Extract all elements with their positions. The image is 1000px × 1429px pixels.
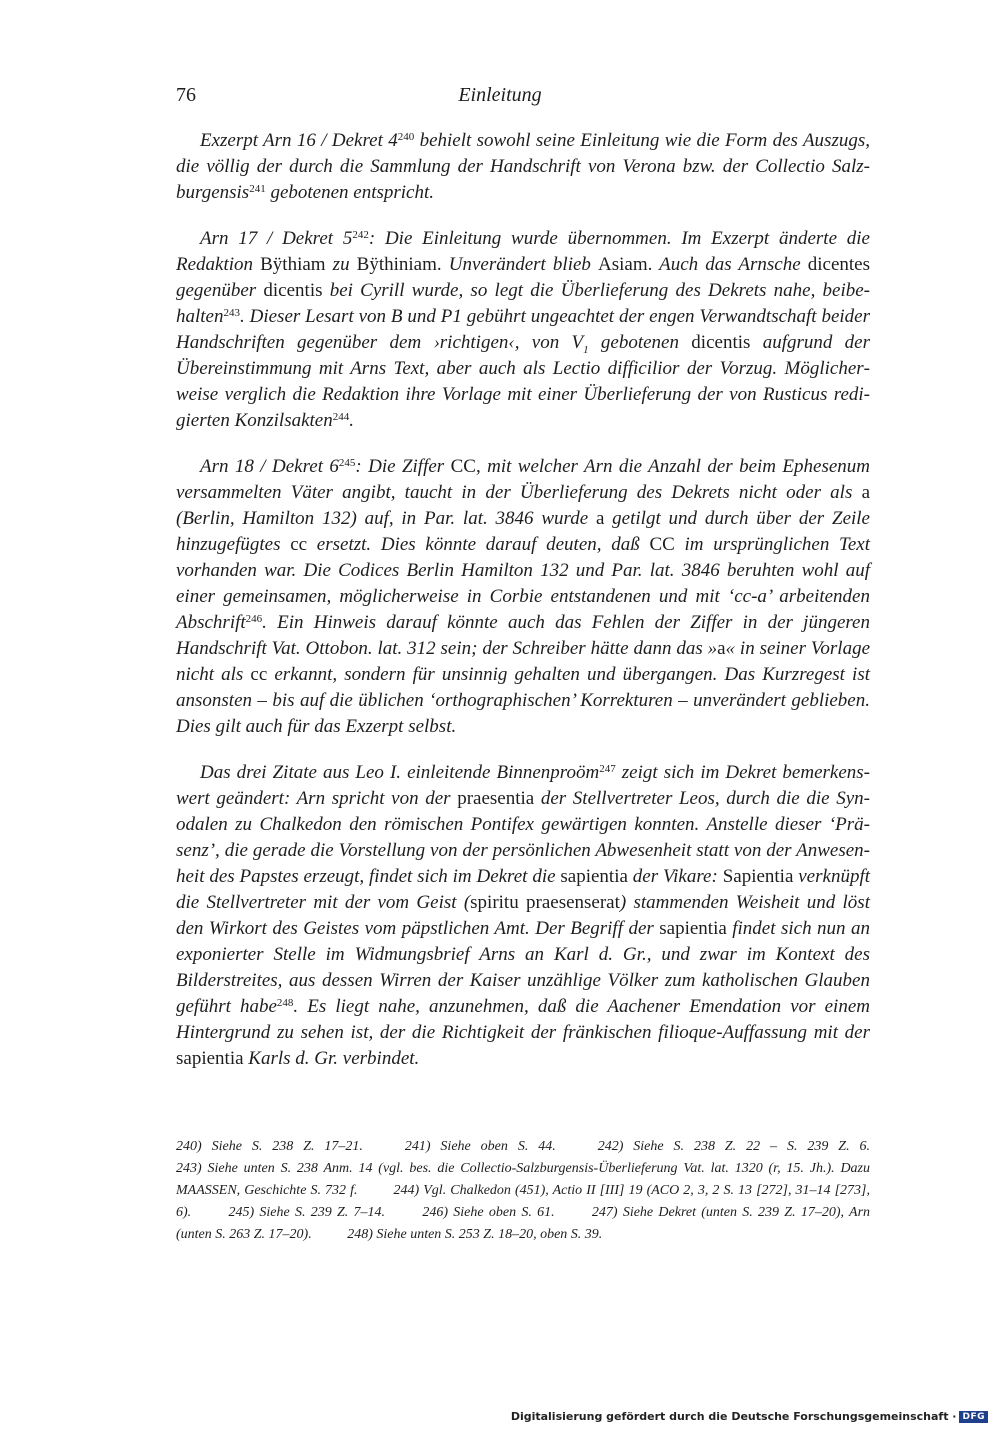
text-run: zu (325, 254, 357, 275)
text-run: Karls d. Gr. verbindet. (243, 1048, 420, 1069)
roman-term: a (595, 508, 605, 529)
text-run: Das drei Zitate aus Leo I. einleitende Binnenproöm (200, 762, 600, 783)
footnote-ref: 246 (245, 613, 263, 625)
footnote-245: 245) Siehe S. 239 Z. 7–14. (228, 1205, 386, 1220)
text-run: behielt sowohl seine Einleitung wie die Form des Auszugs, die völlig der durch die Sammlung der Handschrift von Verona bzw. der Collectio Salzburgensis (176, 130, 870, 203)
footnote-ref: 243 (223, 307, 240, 319)
roman-term: a (861, 482, 870, 503)
text-run: : Die Einleitung wurde übernommen. Im Exzerpt änderte die Redaktion (176, 228, 870, 275)
roman-term: dicentis (691, 332, 751, 353)
text-run: gebotenen entspricht. (265, 182, 435, 203)
paragraph (176, 128, 870, 206)
roman-term: CC (649, 534, 675, 555)
text-run: der Vikare: (627, 866, 723, 887)
credit-text: Digitalisierung gefördert durch die Deutsche Forschungsgemeinschaft · (510, 1410, 957, 1423)
subscript: 1 (583, 343, 589, 356)
text-run: . Ein Hinweis darauf könnte auch das Fehlen der Ziffer in der jüngeren Handschrift Vat. Ottobon. lat. 312 sein; der Schreiber hätte dann das » (176, 612, 870, 659)
footnote-244: 244) Vgl. Chalkedon (451), Actio II [III] 19 (ACO 2, 3, 2 S. 13 [272], 31–14 [273], 6). (176, 1183, 870, 1220)
text-run: « in seiner Vorlage nicht als (176, 638, 870, 685)
text-run: getilgt und durch über der Zeile hinzugefügtes (176, 508, 870, 555)
footnote-242: 242) Siehe S. 238 Z. 22 – S. 239 Z. 6. (597, 1139, 871, 1154)
roman-term: Sapientia (722, 866, 794, 887)
roman-term: Bÿthiam (260, 254, 326, 275)
text-run: im ursprünglichen Text vorhanden war. Die Codices Berlin Hamilton 132 und Par. lat. 3846 beruhten wohl auf einer gemeinsamen, möglicherweise in Corbie entstandenen und mit ‘cc-a’ arbeitenden Abschrift (176, 534, 870, 633)
text-run: bei Cyrill wurde, so legt die Überlieferung des Dekrets nahe, beibehalten (176, 280, 870, 327)
footnote-ref: 241 (249, 183, 266, 195)
roman-term: cc (290, 534, 308, 555)
roman-term: Bÿthiniam. (356, 254, 442, 275)
text-run: der Stellvertreter Leos, durch die die Synodalen zu Chalkedon den römischen Pontifex gewärtigen konnten. Anstelle dieser ‘Präsenz’, die gerade die Vorstellung von der persönlichen Abwesenheit statt von der Anwesenheit des Papstes erzeugt, findet sich im Dekret die (176, 788, 870, 887)
footnotes (176, 1136, 870, 1246)
text-run: verknüpft die Stellvertreter mit der vom Geist ( (176, 866, 870, 913)
footnote-240: 240) Siehe S. 238 Z. 17–21. (176, 1139, 363, 1154)
footnote-ref: 242 (352, 229, 369, 241)
text-run: : Die Ziffer (355, 456, 451, 477)
footnote-ref: 247 (599, 763, 616, 775)
footnote-ref: 245 (338, 457, 356, 469)
page-number: 76 (176, 84, 196, 106)
text-run: gebotenen (588, 332, 692, 353)
text-run: . (349, 410, 354, 431)
text-run: zeigt sich im Dekret bemerkenswert geändert: Arn spricht von der (176, 762, 870, 809)
roman-term: sapientia (176, 1048, 244, 1069)
dfg-logo-icon: DFG (959, 1411, 988, 1423)
text-run: Exzerpt Arn 16 / Dekret 4 (200, 130, 398, 151)
text-run: mit welcher Arn die Anzahl der beim Ephesenum versammelten Väter angibt, taucht in der Überlieferung des Dekrets nicht oder als (176, 456, 870, 503)
text-run: Arn 17 / Dekret 5 (200, 228, 353, 249)
text-run: . Es liegt nahe, anzunehmen, daß die Aachener Emendation vor einem Hintergrund zu sehen ist, der die Richtigkeit der fränkischen filioque-Auffassung mit der (176, 996, 870, 1043)
text-run: ) stammenden Weisheit und löst den Wirkort des Geistes vom päpstlichen Amt. Der Begriff der (176, 892, 870, 939)
roman-term: CC, (450, 456, 481, 477)
paragraph (176, 226, 870, 434)
running-head: Einleitung (458, 84, 542, 106)
footnote-ref: 244 (332, 411, 350, 423)
footnote-243: 243) Siehe unten S. 238 Anm. 14 (vgl. bes. die Collectio-Salzburgensis-Überlieferung Vat. lat. 1320 (r, 15. Jh.). Dazu MAASSEN, Geschichte S. 732 f. (176, 1161, 870, 1198)
roman-term: spiritu praesenserat (470, 892, 620, 913)
paragraph (176, 760, 870, 1072)
text-run: gegenüber (176, 280, 264, 301)
text-run: findet sich nun an exponierter Stelle im Widmungsbrief Arns an Karl d. Gr., und zwar im Kontext des Bilderstreites, aus dessen Wirren der Kaiser unzählige Völker zum katholischen Glauben geführt habe (176, 918, 870, 1017)
text-run: Unverändert blieb (441, 254, 598, 275)
text-run: ersetzt. Dies könnte darauf deuten, daß (307, 534, 650, 555)
text-run: erkannt, sondern für unsinnig gehalten und übergangen. Das Kurzregest ist ansonsten – bis auf die üblichen ‘orthographischen’ Korrekturen – unverändert geblieben. Dies gilt auch für das Exzerpt selbst. (176, 664, 870, 737)
roman-term: cc (250, 664, 268, 685)
roman-term: praesentia (457, 788, 535, 809)
roman-term: sapientia (560, 866, 628, 887)
roman-term: sapientia (659, 918, 727, 939)
roman-term: dicentis (263, 280, 323, 301)
text-run: . Dieser Lesart von B und P1 gebührt ungeachtet der engen Verwandtschaft beider Handschriften gegenüber dem ›richtigen‹, von V (176, 306, 870, 353)
footnote-line (176, 1136, 870, 1158)
footnote-247: 247) Siehe Dekret (unten S. 239 Z. 17–20), Arn (unten S. 263 Z. 17–20). (176, 1205, 871, 1242)
roman-term: Asiam. (598, 254, 653, 275)
roman-term: a (717, 638, 726, 659)
footnote-ref: 240 (397, 131, 415, 143)
footnote-248: 248) Siehe unten S. 253 Z. 18–20, oben S. 39. (347, 1227, 603, 1242)
text-run: Arn 18 / Dekret 6 (200, 456, 339, 477)
text-run: Auch das Arnsche (652, 254, 808, 275)
body-text (176, 128, 870, 1092)
footnote-241: 241) Siehe oben S. 44. (404, 1139, 556, 1154)
roman-term: dicentes (807, 254, 870, 275)
digitization-credit (511, 1410, 988, 1423)
paragraph (176, 454, 870, 740)
footnote-246: 246) Siehe oben S. 61. (422, 1205, 555, 1220)
text-run: (Berlin, Hamilton 132) auf, in Par. lat. 3846 wurde (176, 508, 596, 529)
footnote-ref: 248 (276, 997, 294, 1009)
footnote-line (176, 1158, 870, 1246)
text-run: aufgrund der Übereinstimmung mit Arns Text, aber auch als Lectio difficilior der Vorzug. Möglicherweise verglich die Redaktion ihre Vorlage mit einer Überlieferung der von Rusticus redigierten Konzilsakten (176, 332, 871, 431)
